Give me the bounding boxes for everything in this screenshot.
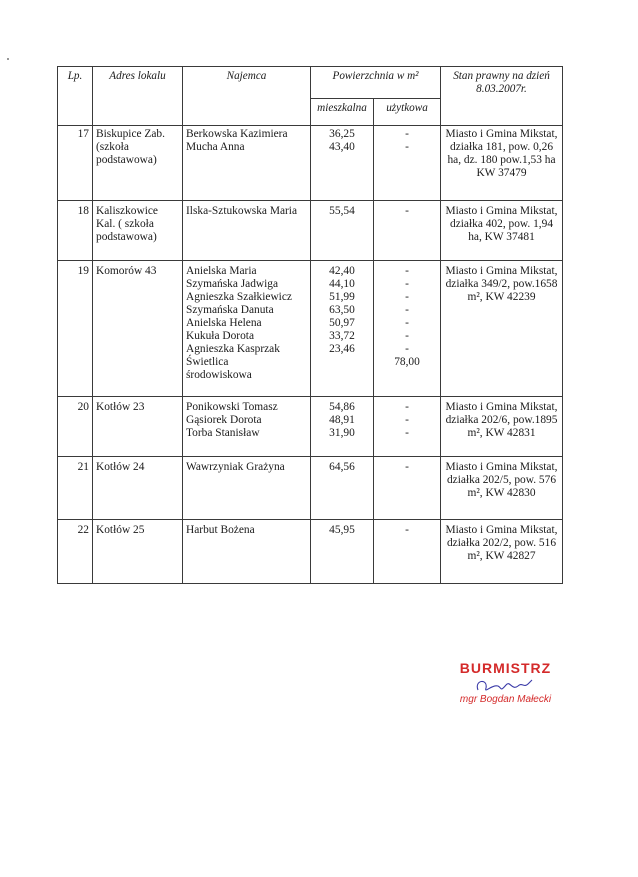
tenant-name: środowiskowa	[186, 369, 252, 381]
tenant-cell	[183, 201, 311, 261]
legal-status-text: Miasto i Gmina Mikstat, działka 402, pow. 1,94 ha, KW 37481	[445, 205, 558, 243]
row-number: 20	[77, 401, 89, 413]
residential-area-value: 63,50	[329, 304, 355, 316]
tenant-name: Szymańska Jadwiga	[186, 278, 279, 290]
address-cell	[93, 261, 183, 397]
tenant-name: Kukuła Dorota	[186, 330, 255, 342]
signature-title: BURMISTRZ	[459, 660, 552, 676]
tenant-cell	[183, 457, 311, 520]
row-number-cell	[58, 520, 93, 584]
utility-area-cell	[374, 397, 441, 457]
utility-area-value: -	[405, 317, 409, 329]
utility-area-cell	[374, 261, 441, 397]
header-area: Powierzchnia w m²	[311, 67, 441, 99]
residential-area-value: 43,40	[329, 141, 355, 153]
tenant-name: Berkowska Kazimiera	[186, 128, 288, 140]
row-number-cell	[58, 201, 93, 261]
residential-area-cell	[311, 520, 374, 584]
utility-area-value: -	[405, 265, 409, 277]
utility-area-cell	[374, 201, 441, 261]
legal-status-text: Miasto i Gmina Mikstat, działka 181, pow. 0,26 ha, dz. 180 pow.1,53 ha KW 37479	[445, 128, 558, 179]
row-number-cell	[58, 457, 93, 520]
address-text: Kotłów 23	[96, 401, 145, 413]
utility-area-value: -	[405, 128, 409, 140]
utility-area-cell	[374, 520, 441, 584]
utility-area-value: -	[405, 524, 409, 536]
address-text: Kotłów 25	[96, 524, 145, 536]
utility-area-value: -	[405, 141, 409, 153]
residential-area-value: 45,95	[329, 524, 355, 536]
address-cell	[93, 397, 183, 457]
legal-status-cell	[441, 520, 563, 584]
row-number: 22	[77, 524, 89, 536]
legal-status-cell	[441, 261, 563, 397]
scan-speck	[7, 58, 9, 60]
residential-area-cell	[311, 126, 374, 201]
tenant-name: Wawrzyniak Grażyna	[186, 461, 285, 473]
address-cell	[93, 201, 183, 261]
residential-area-cell	[311, 397, 374, 457]
residential-area-value	[314, 356, 370, 369]
table-row	[58, 397, 563, 457]
residential-area-value: 36,25	[329, 128, 355, 140]
tenant-cell	[183, 397, 311, 457]
legal-status-cell	[441, 126, 563, 201]
handwritten-signature	[448, 676, 563, 696]
tenant-name: Ponikowski Tomasz	[186, 401, 278, 413]
utility-area-value	[377, 369, 437, 382]
tenant-name: Anielska Maria	[186, 265, 257, 277]
header-lp: Lp.	[58, 67, 93, 126]
address-cell	[93, 457, 183, 520]
header-area-utility: użytkowa	[374, 99, 441, 126]
utility-area-value: -	[405, 291, 409, 303]
header-area-residential: mieszkalna	[311, 99, 374, 126]
tenant-name: Agnieszka Kasprzak	[186, 343, 280, 355]
residential-area-value	[314, 369, 370, 382]
utility-area-cell	[374, 457, 441, 520]
address-text: Komorów 43	[96, 265, 157, 277]
row-number-cell	[58, 397, 93, 457]
address-cell	[93, 520, 183, 584]
row-number-cell	[58, 126, 93, 201]
residential-area-cell	[311, 261, 374, 397]
legal-status-text: Miasto i Gmina Mikstat, działka 202/6, pow.1895 m², KW 42831	[445, 401, 558, 439]
row-number: 19	[77, 265, 89, 277]
tenant-cell	[183, 261, 311, 397]
table-row	[58, 457, 563, 520]
row-number: 18	[77, 205, 89, 217]
row-number-cell	[58, 261, 93, 397]
header-legal-status: Stan prawny na dzień 8.03.2007r.	[441, 67, 563, 126]
tenant-name: Świetlica	[186, 356, 229, 368]
tenant-name: Torba Stanisław	[186, 427, 260, 439]
tenant-name: Agnieszka Szałkiewicz	[186, 291, 292, 303]
legal-status-cell	[441, 397, 563, 457]
address-cell	[93, 126, 183, 201]
address-text: Biskupice Zab. (szkoła podstawowa)	[96, 128, 165, 166]
signatory-name: mgr Bogdan Małecki	[459, 694, 552, 705]
residential-area-value: 42,40	[329, 265, 355, 277]
utility-area-value: -	[405, 343, 409, 355]
header-tenant: Najemca	[183, 67, 311, 126]
utility-area-value: -	[405, 401, 409, 413]
utility-area-value: -	[405, 461, 409, 473]
tenant-cell	[183, 520, 311, 584]
residential-area-value: 31,90	[329, 427, 355, 439]
residential-area-value: 23,46	[329, 343, 355, 355]
utility-area-value: -	[405, 278, 409, 290]
table-row	[58, 261, 563, 397]
address-text: Kaliszkowice Kal. ( szkoła podstawowa)	[96, 205, 158, 243]
residential-area-cell	[311, 201, 374, 261]
utility-area-value: -	[405, 304, 409, 316]
utility-area-value: 78,00	[394, 356, 420, 368]
utility-area-value: -	[405, 414, 409, 426]
legal-status-text: Miasto i Gmina Mikstat, działka 349/2, pow.1658 m², KW 42239	[445, 265, 558, 303]
table-row	[58, 201, 563, 261]
legal-status-text: Miasto i Gmina Mikstat, działka 202/5, pow. 576 m², KW 42830	[445, 461, 558, 499]
utility-area-value: -	[405, 205, 409, 217]
housing-register-table	[57, 66, 563, 584]
tenant-name: Szymańska Danuta	[186, 304, 274, 316]
residential-area-value: 48,91	[329, 414, 355, 426]
residential-area-value: 50,97	[329, 317, 355, 329]
legal-status-cell	[441, 201, 563, 261]
residential-area-value: 55,54	[329, 205, 355, 217]
tenant-cell	[183, 126, 311, 201]
tenant-name: Anielska Helena	[186, 317, 262, 329]
tenant-name: Harbut Bożena	[186, 524, 255, 536]
address-text: Kotłów 24	[96, 461, 145, 473]
residential-area-value: 44,10	[329, 278, 355, 290]
tenant-name: Gąsiorek Dorota	[186, 414, 262, 426]
residential-area-value: 33,72	[329, 330, 355, 342]
signature-block	[448, 660, 563, 705]
row-number: 21	[77, 461, 89, 473]
table-row	[58, 520, 563, 584]
row-number: 17	[77, 128, 89, 140]
residential-area-value: 54,86	[329, 401, 355, 413]
residential-area-value: 51,99	[329, 291, 355, 303]
legal-status-text: Miasto i Gmina Mikstat, działka 202/2, pow. 516 m², KW 42827	[445, 524, 558, 562]
residential-area-value: 64,56	[329, 461, 355, 473]
residential-area-cell	[311, 457, 374, 520]
tenant-name: Mucha Anna	[186, 141, 245, 153]
utility-area-value: -	[405, 330, 409, 342]
header-address: Adres lokalu	[93, 67, 183, 126]
tenant-name: Ilska-Sztukowska Maria	[186, 205, 298, 217]
utility-area-cell	[374, 126, 441, 201]
utility-area-value: -	[405, 427, 409, 439]
legal-status-cell	[441, 457, 563, 520]
table-body	[58, 126, 563, 584]
table-row	[58, 126, 563, 201]
